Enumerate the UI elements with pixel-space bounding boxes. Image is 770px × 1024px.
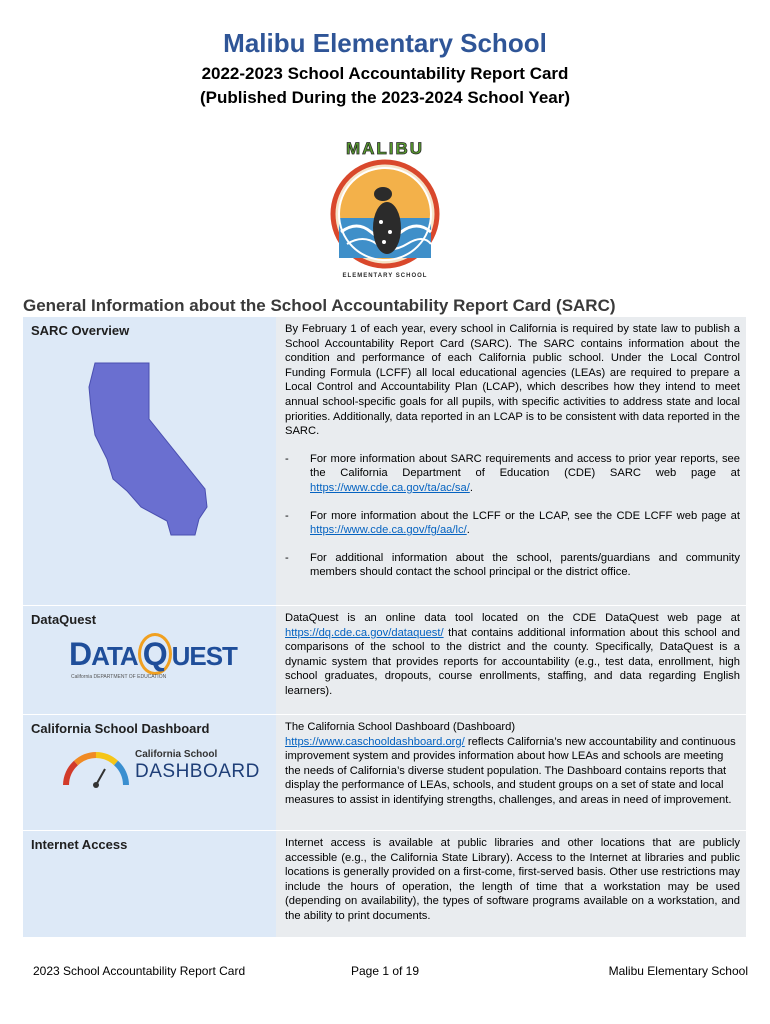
row-content-cell (276, 831, 746, 937)
sarc-info-table (23, 317, 746, 938)
bullet-text: For more information about SARC requirements and access to prior year reports, see the California Department of Education (CDE) SARC web page at (310, 452, 740, 480)
report-subtitle: 2022-2023 School Accountability Report Card (201, 64, 569, 83)
dashboard-logo-line1: California School (135, 749, 218, 760)
logo-lettering: ELEMENTARY SCHOOL (342, 273, 428, 279)
table-row (23, 606, 746, 715)
row-label-cell (23, 606, 276, 714)
dashboard-link[interactable]: https://www.caschooldashboard.org/ (285, 735, 465, 748)
row-label-cell (23, 317, 276, 605)
table-row (23, 317, 746, 606)
california-map-icon (83, 357, 223, 547)
list-item (285, 452, 740, 496)
list-item (285, 509, 740, 538)
internet-access-label: Internet Access (31, 837, 128, 852)
school-title: Malibu Elementary School (223, 28, 547, 58)
dataquest-logo-uest: UEST (171, 641, 237, 671)
bullet-text: For more information about the LCFF or the LCAP, see the CDE LCFF web page at (310, 509, 740, 522)
footer-page-number: Page 1 of 19 (350, 964, 420, 978)
dashboard-text: reflects California’s new accountability and continuous improvement system and provides information about how LEAs and schools are meeting the needs of California’s diverse student population. The Dashboard contains reports that display the performance of LEAs, schools, and student groups on a set of state and local measures to assist in identifying strengths, challenges, and areas in need of improvement. (285, 735, 736, 806)
footer-school-name: Malibu Elementary School (608, 964, 748, 978)
row-content-cell (276, 606, 746, 714)
dataquest-label: DataQuest (31, 612, 97, 627)
bullet-period: . (466, 524, 470, 537)
internet-access-text: Internet access is available at public libraries and other locations that are publicly accessible (e.g., the California State Library). Access to the Internet at libraries and public locations is generally provided on a first-come, first-served basis. Other use restrictions may include the hours of operation, the length of time that a workstation may be used (depending on availability), the types of software programs available on a workstation, and the ability to print documents. (285, 837, 740, 922)
dashboard-label: California School Dashboard (31, 721, 210, 736)
dataquest-link[interactable]: https://dq.cde.ca.gov/dataquest/ (285, 626, 444, 639)
publication-note: (Published During the 2023-2024 School Year) (199, 88, 571, 107)
bullet-dash: - (285, 509, 289, 522)
dataquest-logo-icon (69, 636, 239, 686)
dataquest-logo-ata: ATA (91, 641, 138, 671)
sarc-web-link[interactable]: https://www.cde.ca.gov/ta/ac/sa/ (310, 481, 470, 494)
row-label-cell (23, 715, 276, 830)
row-content-cell (276, 317, 746, 605)
list-item (285, 551, 740, 580)
bullet-dash: - (285, 452, 289, 465)
sarc-overview-label: SARC Overview (31, 323, 130, 338)
dashboard-intro: The California School Dashboard (Dashboard) (285, 721, 516, 733)
dashboard-logo-line2: DASHBOARD (135, 761, 260, 782)
bullet-dash: - (285, 551, 289, 564)
bullet-text: For additional information about the school, parents/guardians and community members should contact the school principal or the district office. (310, 551, 740, 579)
footer-report-name: 2023 School Accountability Report Card (33, 964, 246, 978)
dataquest-logo-caption: California DEPARTMENT OF EDUCATION (71, 674, 167, 680)
school-logo-icon (327, 132, 443, 280)
table-row (23, 831, 746, 938)
overview-paragraph: By February 1 of each year, every school in California is required by state law to publish a School Accountability Report Card (SARC). The SARC contains information about the condition and performance of each California public school. Under the Local Control Funding Formula (LCFF) all local educational agencies (LEAs) are required to prepare a Local Control and Accountability Plan (LCAP), which describes how they intend to meet annual school-specific goals for all pupils, with specific activities to address state and local priorities. Additionally, data reported in an LCAP is to be consistent with data reported in the SARC. (285, 323, 740, 438)
table-row (23, 715, 746, 831)
section-heading: General Information about the School Accountability Report Card (SARC) (23, 296, 616, 315)
row-content-cell (276, 715, 746, 830)
row-label-cell (23, 831, 276, 937)
dataquest-text-cont: that contains additional information about this school and comparisons of the school to the district and the county. Specifically, DataQuest is a dynamic system that provides reports for accountability (e.g., test data, enrollment, high school graduates, dropouts, course enrollments, staffing, and data regarding English learners). (285, 626, 740, 697)
dataquest-logo-d: D (69, 636, 92, 672)
dashboard-logo-icon (61, 747, 260, 793)
dataquest-text: DataQuest is an online data tool located on the CDE DataQuest web page at (285, 612, 740, 624)
bullet-period: . (469, 481, 473, 494)
svg-text:MALIBU: MALIBU (345, 139, 425, 158)
dataquest-logo-q: Q (138, 633, 172, 675)
lcff-web-link[interactable]: https://www.cde.ca.gov/fg/aa/lc/ (310, 524, 467, 537)
